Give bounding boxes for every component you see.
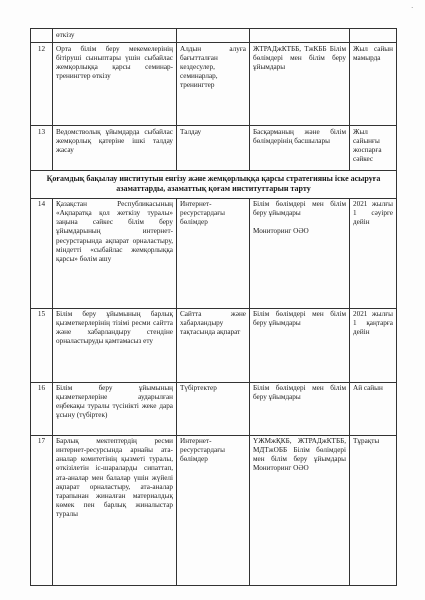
deadline-cell: Тұрақты [350, 435, 397, 585]
responsible-cell [250, 29, 350, 43]
table-row [31, 308, 397, 382]
completion-form-cell: Түбіртектер [177, 382, 250, 435]
section-header-row [31, 171, 397, 199]
section-title: Қоғамдық бақылау институтын енгізу және жемқорлыққа қарсы стратегияны іске асыруға азаматтарды, азаматтық қоғам институттарын тарту [31, 171, 397, 199]
responsible-cell: ЖТРАДжКТББ, ТжКББ Білім бөлімдері мен білім беру ұйымдары [250, 43, 350, 126]
responsible-cell: Басқарманың және білім бөлімдерінің басшылары [250, 126, 350, 171]
responsible-cell: Білім бөлімдері мен білім беру ұйымдары [250, 308, 350, 382]
deadline-cell: 2021 жылғы 1 сәуірге дейін [350, 198, 397, 308]
deadline-cell: Жыл сайынғы жоспарға сәйкес [350, 126, 397, 171]
measure-cell: Барлық мектептердің ресми интернет-ресурсында арнайы ата-аналар комитетінің қызметі туралы, өткізілетін іс-шараларды сипаттап, ата-аналар мен балалар үшін жүйелі ақпарат орналастыру, ата-аналар тарапынан жиналған материалдық көмек пен барлық жиналыстар туралы [53, 435, 177, 585]
svg-text:·: · [411, 4, 414, 12]
anti-corruption-plan-table [30, 28, 397, 586]
measure-cell: Білім беру ұйымының барлық қызметкерлерінің тізімі ресми сайтта және хабарландыру стендіне орналастыруды қамтамасыз ету [53, 308, 177, 382]
table-row [31, 435, 397, 585]
completion-form-cell [177, 29, 250, 43]
deadline-cell: Ай сайын [350, 382, 397, 435]
deadline-cell: 2021 жылғы 1 қаңтарға дейін [350, 308, 397, 382]
page-number-mark [409, 2, 419, 12]
deadline-cell [350, 29, 397, 43]
responsible-cell: Білім бөлімдері мен білім беру ұйымдары [250, 382, 350, 435]
responsible-cell: Білім бөлімдері мен білім беру ұйымдары Мониторинг ОӘО [250, 198, 350, 308]
row-number: 14 [31, 198, 53, 308]
table-row [31, 382, 397, 435]
table-row [31, 29, 397, 43]
table-row [31, 198, 397, 308]
completion-form-cell: Интернет-ресурстардағы бөлімдер [177, 435, 250, 585]
responsible-cell: ҮЖМжҚКБ, ЖТРАДжКТББ, МДТжОББ Білім бөлімдері мен білім беру ұйымдары Мониторинг ОӘО [250, 435, 350, 585]
row-number [31, 29, 53, 43]
completion-form-cell: Сайтта және хабарландыру тақтасында ақпарат [177, 308, 250, 382]
deadline-cell: Жыл сайын мамырда [350, 43, 397, 126]
measure-cell: Орта білім беру мекемелерінің бітіруші сыныптары үшін сыбайлас жемқорлыққа қарсы семинар-тренингтер өткізу [53, 43, 177, 126]
row-number: 12 [31, 43, 53, 126]
table-row [31, 43, 397, 126]
table-row [31, 126, 397, 171]
completion-form-cell: Интернет-ресурстардағы бөлімдер [177, 198, 250, 308]
completion-form-cell: Алдын алуға бағытталған кездесулер, семинарлар, тренингтер [177, 43, 250, 126]
measure-cell: Ведомстволық ұйымдарда сыбайлас жемқорлық қатерiне iшкi талдау жасау [53, 126, 177, 171]
row-number: 16 [31, 382, 53, 435]
completion-form-cell: Талдау [177, 126, 250, 171]
row-number: 15 [31, 308, 53, 382]
measure-cell: Қазақстан Республикасының «Ақпаратқа қол жеткізу туралы» заңына сәйкес білім беру ұйымдарының интернет-ресурстарында ақпарат орналастыру, міндетті «сыбайлас жемқорлыққа қарсы» бөлім ашу [53, 198, 177, 308]
row-number: 13 [31, 126, 53, 171]
measure-cell: Білім беру ұйымының қызметкерлеріне аударылған еңбекақы туралы түсінікті жеке дара ұсыну (түбіртек) [53, 382, 177, 435]
row-number: 17 [31, 435, 53, 585]
measure-cell: өткізу [53, 29, 177, 43]
